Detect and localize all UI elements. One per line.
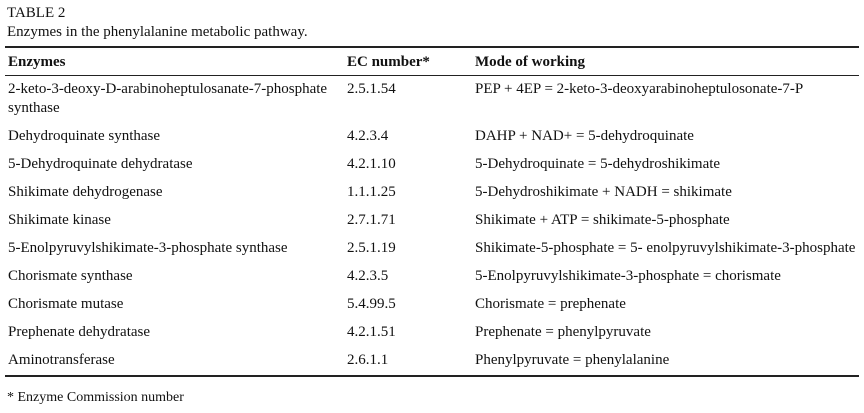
- table-header-row: [5, 47, 859, 76]
- table-row: [5, 319, 859, 347]
- enzyme-cell: Chorismate mutase: [8, 296, 124, 312]
- enzyme-cell: 5-Enolpyruvylshikimate-3-phosphate synthase: [8, 240, 288, 256]
- table-row: [5, 347, 859, 376]
- mode-cell: 5-Dehydroquinate = 5-dehydroshikimate: [475, 156, 721, 172]
- table-row: [5, 179, 859, 207]
- ec-number-cell: 5.4.99.5: [347, 296, 396, 312]
- ec-number-cell: 4.2.1.10: [347, 156, 396, 172]
- mode-cell: Shikimate + ATP = shikimate-5-phosphate: [475, 212, 730, 228]
- mode-cell: PEP + 4EP = 2-keto-3-deoxyarabinoheptulosonate-7-P: [475, 81, 804, 97]
- table-row: [5, 291, 859, 319]
- enzyme-cell: Chorismate synthase: [8, 268, 133, 284]
- table-row: [5, 263, 859, 291]
- table-title: Enzymes in the phenylalanine metabolic pathway.: [7, 24, 308, 40]
- ec-number-cell: 2.7.1.71: [347, 212, 396, 228]
- ec-number-cell: 4.2.1.51: [347, 324, 396, 340]
- enzyme-cell: Shikimate kinase: [8, 212, 111, 228]
- mode-cell: DAHP + NAD+ = 5-dehydroquinate: [475, 128, 694, 144]
- header-ec-number: EC number*: [347, 54, 430, 70]
- enzyme-cell: Dehydroquinate synthase: [8, 128, 161, 144]
- ec-number-cell: 1.1.1.25: [347, 184, 396, 200]
- table-row: [5, 76, 859, 124]
- footnote: * Enzyme Commission number: [7, 390, 184, 405]
- table-row: [5, 207, 859, 235]
- mode-cell: Phenylpyruvate = phenylalanine: [475, 352, 670, 368]
- ec-number-cell: 2.5.1.54: [347, 81, 396, 97]
- header-enzymes: Enzymes: [8, 54, 66, 70]
- ec-number-cell: 4.2.3.5: [347, 268, 389, 284]
- mode-cell: Chorismate = prephenate: [475, 296, 626, 312]
- enzyme-cell: Aminotransferase: [8, 352, 115, 368]
- enzyme-cell: 2-keto-3-deoxy-D-arabinoheptulosanate-7-phosphate synthase: [8, 81, 328, 116]
- mode-cell: 5-Enolpyruvylshikimate-3-phosphate = chorismate: [475, 268, 781, 284]
- enzyme-cell: Shikimate dehydrogenase: [8, 184, 163, 200]
- mode-cell: Shikimate-5-phosphate = 5- enolpyruvylshikimate-3-phosphate: [475, 240, 856, 256]
- mode-cell: 5-Dehydroshikimate + NADH = shikimate: [475, 184, 732, 200]
- enzyme-cell: Prephenate dehydratase: [8, 324, 151, 340]
- ec-number-cell: 2.6.1.1: [347, 352, 389, 368]
- ec-number-cell: 2.5.1.19: [347, 240, 396, 256]
- table-row: [5, 123, 859, 151]
- table-caption: [7, 4, 308, 42]
- table-row: [5, 151, 859, 179]
- enzyme-table: [5, 46, 859, 377]
- header-mode-of-working: Mode of working: [475, 54, 585, 70]
- enzyme-cell: 5-Dehydroquinate dehydratase: [8, 156, 193, 172]
- table-row: [5, 235, 859, 263]
- mode-cell: Prephenate = phenylpyruvate: [475, 324, 651, 340]
- table-label: TABLE 2: [7, 5, 66, 21]
- ec-number-cell: 4.2.3.4: [347, 128, 389, 144]
